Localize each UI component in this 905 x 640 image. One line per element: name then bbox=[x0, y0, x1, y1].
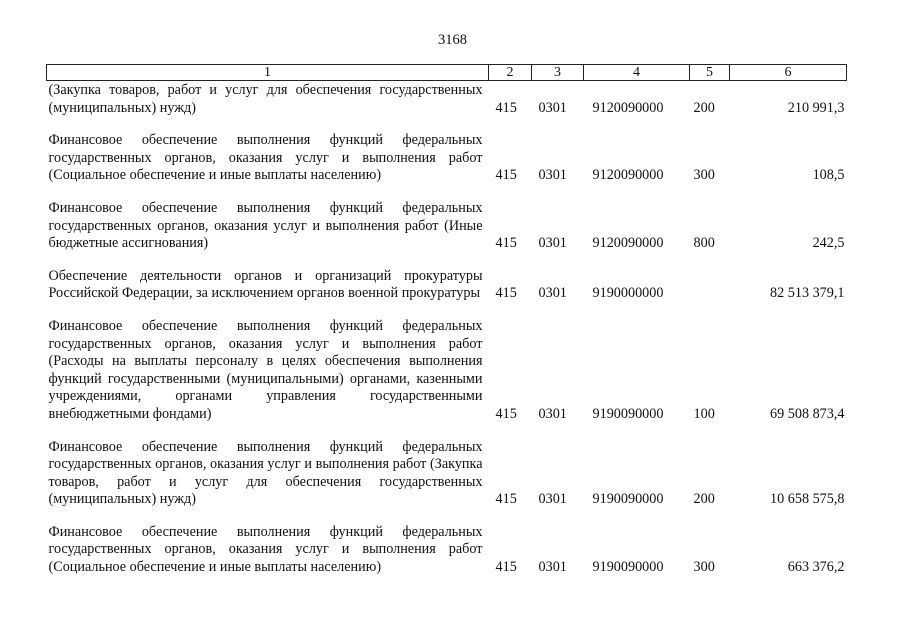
row-rz: 0301 bbox=[538, 285, 567, 302]
row-gr: 415 bbox=[495, 405, 517, 422]
row-gr: 415 bbox=[495, 285, 517, 302]
row-rz: 0301 bbox=[538, 167, 567, 184]
row-name: Финансовое обеспечение выполнения функций федеральных государственных органов, оказания услуг и выполнения работ (Иные бюджетные ассигнования) bbox=[48, 199, 483, 252]
table-row bbox=[47, 318, 847, 439]
row-vr: 800 bbox=[693, 235, 715, 252]
row-name: Финансовое обеспечение выполнения функций федеральных государственных органов, оказания услуг и выполнения работ (Социальное обеспечение и иные выплаты населению) bbox=[48, 523, 483, 576]
row-rz: 0301 bbox=[538, 235, 567, 252]
row-vr: 200 bbox=[693, 491, 715, 508]
table-body bbox=[47, 81, 847, 577]
row-gr: 415 bbox=[495, 559, 517, 576]
table-header bbox=[47, 65, 847, 81]
table-row bbox=[47, 524, 847, 577]
row-vr: 300 bbox=[693, 167, 715, 184]
row-sum: 10 658 575,8 bbox=[770, 491, 845, 508]
row-gr: 415 bbox=[495, 235, 517, 252]
row-rz: 0301 bbox=[538, 99, 567, 116]
row-name: Финансовое обеспечение выполнения функций федеральных государственных органов, оказания услуг и выполнения работ (Расходы на выплаты персоналу в целях обеспечения выполнения функций государственными (муниципальными) органами, казенными учреждениями, органами управления государственными внебюджетными фондами) bbox=[48, 317, 483, 422]
header-col-4: 4 bbox=[584, 65, 690, 81]
row-cs: 9120090000 bbox=[592, 167, 664, 184]
header-col-5: 5 bbox=[690, 65, 730, 81]
row-vr bbox=[690, 268, 730, 318]
row-name: Финансовое обеспечение выполнения функций федеральных государственных органов, оказания услуг и выполнения работ (Закупка товаров, работ и услуг для обеспечения государственных (муниципальных) нужд) bbox=[48, 438, 483, 508]
row-cs: 9190090000 bbox=[592, 405, 664, 422]
header-col-6: 6 bbox=[730, 65, 847, 81]
row-rz: 0301 bbox=[538, 405, 567, 422]
row-name: Обеспечение деятельности органов и организаций прокуратуры Российской Федерации, за исключением органов военной прокуратуры bbox=[48, 267, 483, 302]
row-sum: 210 991,3 bbox=[787, 99, 845, 116]
row-gr: 415 bbox=[495, 167, 517, 184]
header-col-2: 2 bbox=[489, 65, 532, 81]
row-cs: 9190090000 bbox=[592, 559, 664, 576]
table-row bbox=[47, 439, 847, 524]
row-sum: 242,5 bbox=[812, 235, 845, 252]
header-row bbox=[47, 65, 847, 81]
row-sum: 69 508 873,4 bbox=[770, 405, 845, 422]
row-gr: 415 bbox=[495, 491, 517, 508]
row-vr: 200 bbox=[693, 99, 715, 116]
row-cs: 9120090000 bbox=[592, 99, 664, 116]
row-name: (Закупка товаров, работ и услуг для обеспечения государственных (муниципальных) нужд) bbox=[48, 82, 483, 116]
row-vr: 300 bbox=[693, 559, 715, 576]
header-col-3: 3 bbox=[532, 65, 584, 81]
row-cs: 9190090000 bbox=[592, 491, 664, 508]
budget-table bbox=[46, 64, 847, 577]
row-vr: 100 bbox=[693, 405, 715, 422]
row-name: Финансовое обеспечение выполнения функций федеральных государственных органов, оказания услуг и выполнения работ (Социальное обеспечение и иные выплаты населению) bbox=[48, 132, 483, 184]
row-cs: 9190000000 bbox=[592, 285, 664, 302]
header-col-1: 1 bbox=[47, 65, 489, 81]
row-cs: 9120090000 bbox=[592, 235, 664, 252]
row-sum: 663 376,2 bbox=[787, 559, 845, 576]
row-rz: 0301 bbox=[538, 559, 567, 576]
table-row bbox=[47, 132, 847, 200]
table-row bbox=[47, 81, 847, 133]
row-sum: 82 513 379,1 bbox=[770, 285, 845, 302]
row-rz: 0301 bbox=[538, 491, 567, 508]
table-row bbox=[47, 200, 847, 268]
row-sum: 108,5 bbox=[812, 167, 845, 184]
page-number: 3168 bbox=[438, 32, 467, 48]
row-gr: 415 bbox=[495, 99, 517, 116]
table-row bbox=[47, 268, 847, 318]
